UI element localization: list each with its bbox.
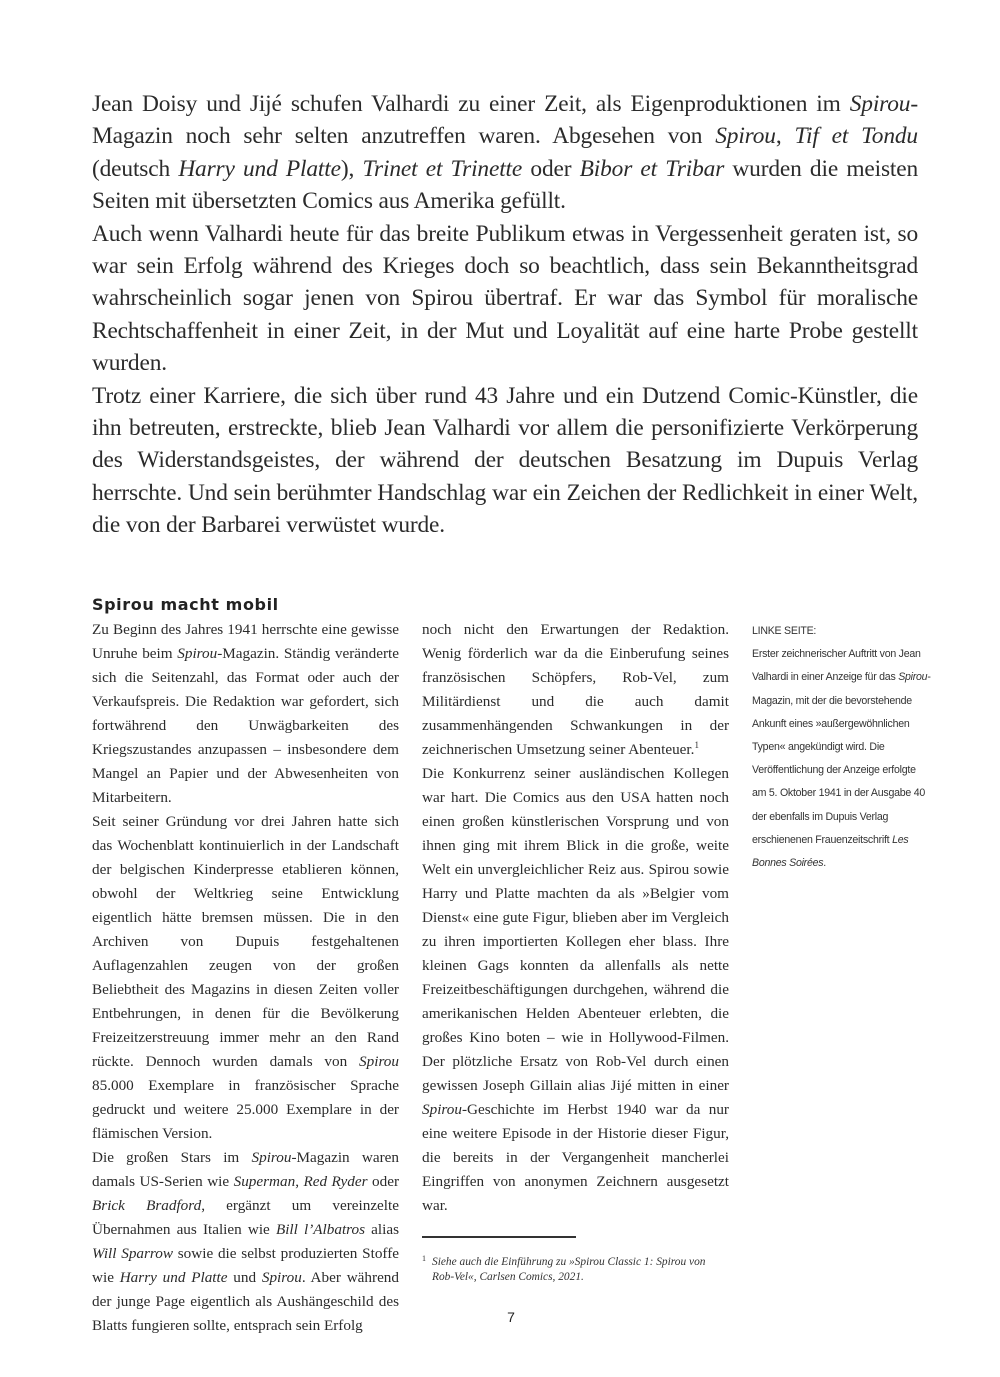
intro-paragraph: Trotz einer Karriere, die sich über rund 43 Jahre und ein Dutzend Comic-Künstler, die ihn betreuten, erstreckte, blieb Jean Valhardi vor allem die personifizierte Verkörperung des Widerstandsgeistes, der während der deutschen Besatzung im Dupuis Verlag herrschte. Und sein berühmter Handschlag war ein Zeichen der Redlichkeit in einer Welt, die von der Barbarei verwüstet wurde. bbox=[92, 382, 918, 539]
caption-label: LINKE SEITE: bbox=[752, 625, 817, 637]
body-paragraph: Seit seiner Gründung vor drei Jahren hatte sich das Wochenblatt kontinuierlich in der Landschaft der belgischen Kinderpresse etablieren können, obwohl der Weltkrieg seine Entwicklung eigentlich hätte bremsen müssen. Die in den Archiven von Dupuis festgehaltenen Auflagenzahlen zeugen von der großen Beliebtheit des Magazins in diesen Zeiten voller Entbehrungen, in denen für die Bevölkerung Freizeitzerstreuung immer mehr an den Rand rückte. Dennoch wurden damals von Spirou 85.000 Exemplare in französischer Sprache gedruckt und weitere 25.000 Exemplare in der flämischen Version. bbox=[92, 813, 399, 1142]
page-number: 7 bbox=[507, 1309, 515, 1325]
intro-paragraph: Jean Doisy und Jijé schufen Valhardi zu einer Zeit, als Eigenproduktionen im Spirou-Magazin noch sehr selten anzutreffen waren. Abgesehen von Spirou, Tif et Tondu (deutsch Harry und Platte), Trinet et Trinette oder Bibor et Tribar wurden die meisten Seiten mit übersetzten Comics aus Amerika gefüllt. bbox=[92, 91, 919, 215]
body-paragraph: Die Konkurrenz seiner ausländischen Kollegen war hart. Die Comics aus den USA hatten noch einen großen künstlerischen Vorsprung und von ihnen ging mit ihrem Blick in die große, weite Welt ein unvergleichlicher Reiz aus. Spirou sowie Harry und Platte machten da als »Belgier vom Dienst« eine gute Figur, blieben aber im Vergleich zu ihren importierten Kollegen eher blass. Ihre kleinen Gags konnten da allenfalls als nette Freizeitbeschäftigungen durchgehen, während die amerikanischen Helden Abenteuer erlebten, die großes Kino boten – wie in Hollywood-Filmen. Der plötzliche Ersatz von Rob-Vel durch einen gewissen Joseph Gillain alias Jijé mitten in einer Spirou-Geschichte im Herbst 1940 war da nur eine weitere Episode in der Historie dieser Figur, die bereits in der Vergangenheit mancherlei Eingriffen von anonymen Zeichnern ausgesetzt war. bbox=[422, 765, 729, 1214]
footnote-divider bbox=[422, 1236, 576, 1238]
body-paragraph: Zu Beginn des Jahres 1941 herrschte eine gewisse Unruhe beim Spirou-Magazin. Ständig veränderte sich die Seitenzahl, das Format oder auch der Verkaufspreis. Die Redaktion war gefordert, sich fortwährend den Unwägbarkeiten des Kriegszustandes anzupassen – insbesondere dem Mangel an Papier und der Abwesenheiten von Mitarbeitern. bbox=[92, 621, 399, 806]
body-column-middle bbox=[422, 618, 729, 1218]
caption-text: Erster zeichnerischer Auftritt von Jean Valhardi in einer Anzeige für das Spirou-Magazin, mit der die bevorstehende Ankunft eines »außergewöhnlichen Typen« angekündigt wird. Die Veröffentlichung der Anzeige erfolgte am 5. Oktober 1941 in der Ausgabe 40 der ebenfalls im Dupuis Verlag erschienenen Frauenzeitschrift Les Bonnes Soirées. bbox=[752, 648, 931, 870]
intro-text bbox=[92, 88, 918, 542]
body-paragraph: noch nicht den Erwartungen der Redaktion. Wenig förderlich war da die Einberufung seines französischen Schöpfers, Rob-Vel, zum Militärdienst und die auch damit zusammenhängenden Schwankungen in der zeichnerischen Umsetzung seiner Abenteuer.$^1$ bbox=[422, 621, 729, 758]
intro-paragraph: Auch wenn Valhardi heute für das breite Publikum etwas in Vergessenheit geraten ist, so war sein Erfolg während des Krieges doch so beachtlich, dass sein Bekanntheitsgrad wahrscheinlich sogar jenen von Spirou übertraf. Er war das Symbol für moralische Rechtschaffenheit in einer Zeit, in der Mut und Loyalität auf eine harte Probe gestellt wurden. bbox=[92, 220, 918, 377]
footnote-text: Siehe auch die Einführung zu »Spirou Classic 1: Spirou von Rob-Vel«, Carlsen Comics, 2021. bbox=[432, 1256, 706, 1283]
image-caption bbox=[752, 620, 932, 875]
body-paragraph: Die großen Stars im Spirou-Magazin waren damals US-Serien wie Superman, Red Ryder oder Brick Bradford, ergänzt um vereinzelte Übernahmen aus Italien wie Bill l’Albatros alias Will Sparrow sowie die selbst produzierten Stoffe wie Harry und Platte und Spirou. Aber während der junge Page eigentlich als Aushängeschild des Blatts fungieren sollte, entsprach sein Erfolg bbox=[92, 1149, 400, 1334]
footnote-number: 1 bbox=[422, 1254, 426, 1263]
footnote bbox=[422, 1255, 722, 1284]
body-column-left bbox=[92, 593, 399, 1338]
section-heading: Spirou macht mobil bbox=[92, 595, 279, 614]
